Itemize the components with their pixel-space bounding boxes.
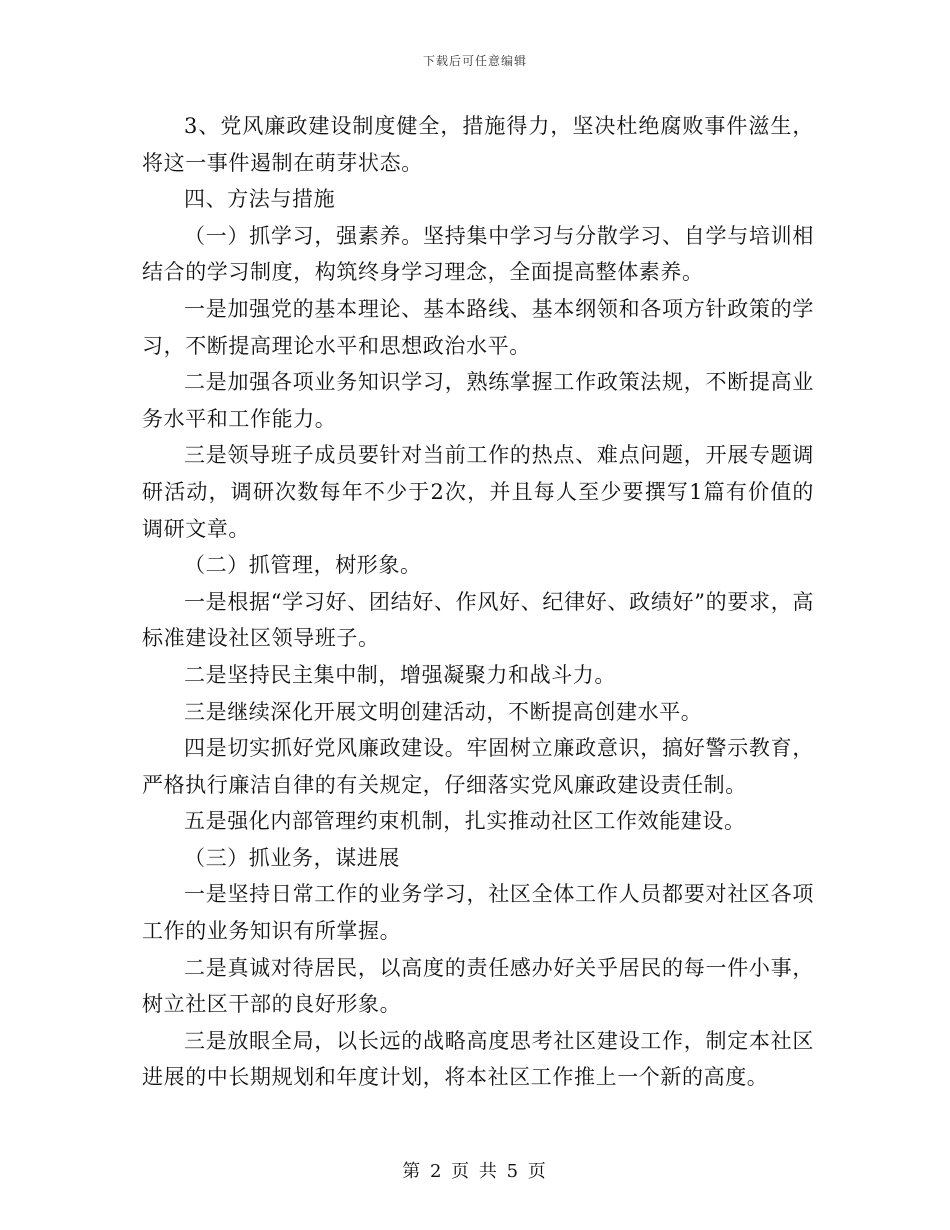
paragraph: 二是加强各项业务知识学习，熟练掌握工作政策法规，不断提高业务水平和工作能力。 — [142, 370, 814, 431]
paragraph: 一是根据“学习好、团结好、作风好、纪律好、政绩好”的要求，高标准建设社区领导班子。 — [142, 589, 814, 651]
paragraph: 三是放眼全局，以长远的战略高度思考社区建设工作，制定本社区进展的中长期规划和年度计划，将本社区工作推上一个新的高度。 — [142, 1028, 814, 1090]
page-header: 下载后可任意编辑 — [422, 54, 527, 68]
subsection-heading: （二）抓管理，树形象。 — [184, 553, 422, 578]
paragraph: 三是继续深化开展文明创建活动，不断提高创建水平。 — [184, 699, 703, 724]
section-heading: 四、方法与措施 — [184, 187, 336, 212]
paragraph: 二是真诚对待居民，以高度的责任感办好关乎居民的每一件小事，树立社区干部的良好形象。 — [142, 955, 814, 1017]
paragraph: 四是切实抓好党风廉政建设。牢固树立廉政意识，搞好警示教育，严格执行廉洁自律的有关规定，仔细落实党风廉政建设责任制。 — [142, 736, 814, 797]
page-number-footer: 第 2 页 共 5 页 — [402, 1161, 548, 1182]
subsection-heading: （一）抓学习，强素养。坚持集中学习与分散学习、自学与培训相结合的学习制度，构筑终身学习理念，全面提高整体素养。 — [142, 223, 814, 285]
paragraph: 三是领导班子成员要针对当前工作的热点、难点问题，开展专题调研活动，调研次数每年不少于2次，并且每人至少要撰写1篇有价值的调研文章。 — [142, 443, 814, 541]
document-body — [142, 108, 814, 1096]
paragraph: 二是坚持民主集中制，增强凝聚力和战斗力。 — [184, 662, 616, 687]
paragraph: 五是强化内部管理约束机制，扎实推动社区工作效能建设。 — [184, 809, 746, 834]
paragraph: 一是加强党的基本理论、基本路线、基本纲领和各项方针政策的学习，不断提高理论水平和思想政治水平。 — [142, 296, 814, 358]
paragraph: 3、党风廉政建设制度健全，措施得力，坚决杜绝腐败事件滋生，将这一事件遏制在萌芽状态。 — [142, 114, 814, 175]
subsection-heading: （三）抓业务，谋进展 — [184, 845, 400, 870]
paragraph: 一是坚持日常工作的业务学习，社区全体工作人员都要对社区各项工作的业务知识有所掌握。 — [142, 882, 814, 944]
